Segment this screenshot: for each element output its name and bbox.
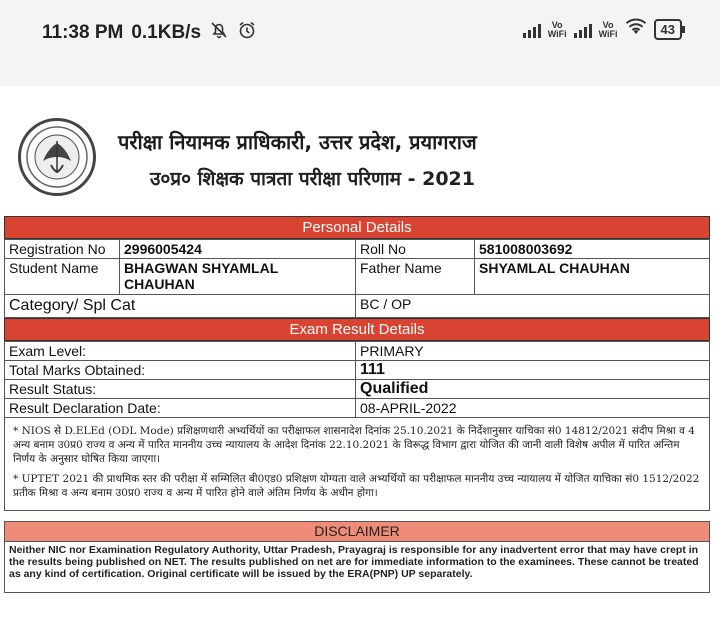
registration-label: Registration No <box>5 240 120 259</box>
table-row <box>5 380 710 399</box>
status-left <box>42 20 257 46</box>
result-status-label: Result Status: <box>5 380 356 399</box>
table-row <box>5 361 710 380</box>
wifi-icon <box>625 18 647 41</box>
note-nios: * NIOS से D.ELEd (ODL Mode) प्रशिक्षणधारी अभ्यर्थियों का परीक्षाफल शासनादेश दिनांक 25.10.2021 के निर्देशानुसार याचिका सं0 14812/2021 संदीप मिश्रा व 4 अन्य बनाम उ0प्र0 राज्य व अन्य में पारित माननीय उच्च न्यायालय के आदेश दिनांक 22.10.2021 के विरूद्ध विभाग द्वारा योजित की जानी वाली विशेष अपील में पारित अन्तिम निर्णय के अनुसार घोषित किया जाएगा। <box>13 425 695 465</box>
roll-label: Roll No <box>356 240 475 259</box>
alarm-off-icon <box>209 20 229 46</box>
alarm-icon <box>237 20 257 46</box>
notes-box <box>4 418 710 511</box>
personal-details-heading: Personal Details <box>4 216 710 239</box>
student-name-label: Student Name <box>5 259 120 295</box>
result-document <box>4 216 710 593</box>
registration-value: 2996005424 <box>120 240 356 259</box>
exam-level-value: PRIMARY <box>356 342 710 361</box>
declaration-date-label: Result Declaration Date: <box>5 399 356 418</box>
network-speed: 0.1KB/s <box>131 22 202 43</box>
exam-result-heading: Exam Result Details <box>4 318 710 341</box>
status-right <box>523 18 682 41</box>
roll-value: 581008003692 <box>475 240 710 259</box>
status-bar <box>0 0 720 86</box>
signal-icon <box>523 22 541 38</box>
vowifi-label-2: Vo WiFi <box>598 19 618 39</box>
disclaimer-heading: DISCLAIMER <box>4 521 710 542</box>
personal-details-table <box>4 239 710 318</box>
student-name-value: BHAGWAN SHYAMLAL CHAUHAN <box>120 259 356 295</box>
table-row <box>5 240 710 259</box>
exam-result-table <box>4 341 710 418</box>
category-label: Category/ Spl Cat <box>5 295 356 318</box>
declaration-date-value: 08-APRIL-2022 <box>356 399 710 418</box>
category-value: BC / OP <box>356 295 710 318</box>
note-uptet: * UPTET 2021 की प्राथमिक स्तर की परीक्षा में सम्मिलित बी0एड0 प्रशिक्षण योग्यता वाले अभ्यर्थियों का परीक्षाफल माननीय उच्च न्यायालय में योजित याचिका सं0 1512/2022 प्रतीक मिश्रा व अन्य बनाम उ0प्र0 राज्य व अन्य में पारित होने वाले अंतिम निर्णय के अधीन होगा। <box>13 473 700 499</box>
battery-icon <box>654 19 682 40</box>
table-row <box>5 399 710 418</box>
exam-level-label: Exam Level: <box>5 342 356 361</box>
org-title: परीक्षा नियामक प्राधिकारी, उत्तर प्रदेश, प्रयागराज <box>118 130 477 154</box>
father-name-label: Father Name <box>356 259 475 295</box>
exam-title: उ०प्र० शिक्षक पात्रता परीक्षा परिणाम - 2021 <box>150 168 475 190</box>
table-row <box>5 295 710 318</box>
battery-level: 43 <box>660 22 675 37</box>
result-status-value: Qualified <box>356 380 710 399</box>
status-time: 11:38 PM <box>42 22 124 43</box>
table-row <box>5 259 710 295</box>
total-marks-value: 111 <box>356 361 710 380</box>
disclaimer-text: Neither NIC nor Examination Regulatory Authority, Uttar Pradesh, Prayagraj is responsible for any inadvertent error that may have crept in the results being published on NET. The results published on net are for immediate information to the examinees. These cannot be treated as any kind of certification. Original certificate will be issued by the ERA(PNP) UP separately. <box>4 542 710 593</box>
total-marks-label: Total Marks Obtained: <box>5 361 356 380</box>
vowifi-label-1: Vo WiFi <box>547 19 567 39</box>
signal-icon <box>574 22 592 38</box>
table-row <box>5 342 710 361</box>
father-name-value: SHYAMLAL CHAUHAN <box>475 259 710 295</box>
emblem-logo <box>18 118 96 196</box>
